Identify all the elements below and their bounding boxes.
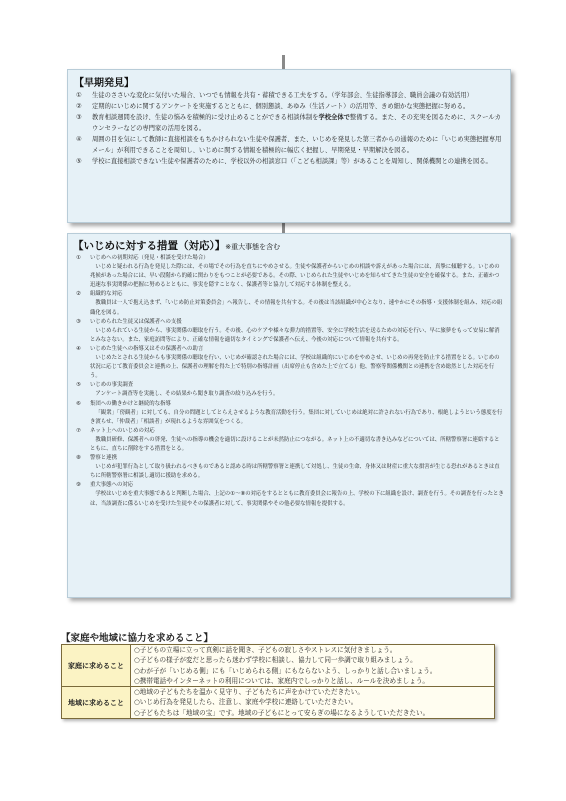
row-items-home [131,645,495,687]
list-item: ○わが子が「いじめる側」にも「いじめられる側」にもならないよう、しっかりと話し合いましょう。 [134,666,437,675]
list-item: ○子どもの立場に立って真剣に話を聞き、子どもの寂しさやストレスに気付きましょう。 [134,646,397,654]
list-item: ○子どもたちは「地域の宝」です。地域の子どもにとって安らぎの場になるようしていただきたい。 [134,708,430,717]
list-item: ② 定期的にいじめに関するアンケートを実施するとともに、個別懇談、あゆみ（生活ノート）の活用等、きめ細かな実態把握に努める。 [76,103,470,110]
list-item: ⑤ いじめの事実調査 アンケート調査等を実施し、その結果から聞き取り調査の絞り込みを行う。 [76,382,279,398]
measures-list [76,254,504,509]
list-item: ○携帯電話やインターネットの利用については、家庭内でしっかりと話し、ルールを決めましょう。 [134,676,430,685]
list-item: ○子どもの様子が変だと思ったら迷わず学校に相談し、協力して同一歩調で取り組みましょう。 [134,656,417,665]
top-connector [282,55,285,69]
early-detection-box [67,69,511,223]
row-label-community: 地域に求めること [62,687,131,719]
community-table [61,644,495,719]
early-detection-list [76,90,506,167]
table-row [62,687,495,719]
list-item: ① いじめへの初期対応（発見・相談を受けた場合） いじめと疑われる行為を発見した際には、その場でその行為を直ちにやめさせる。生徒や保護者からいじめの相談や訴えがあった場合には、真摯に傾聴する。いじめの兆候があった場合には、早い段階から的確に関わりをもつことが必要である。その際、いじめられた生徒やいじめを知らせてきた生徒の安全を確保する。また、正確かつ迅速な事実関係の把握に努めるとともに、事実を隠すことなく、保護者等と協力して対応する体制を整える。 [76,255,500,289]
measures-note: ※重大事態を含む [225,243,281,251]
row-items-community [131,687,495,719]
row-label-home: 家庭に求めること [62,645,131,687]
middle-connector [282,223,285,233]
emphasis-text: 学校全体で [318,114,350,121]
early-detection-title: 【早期発見】 [74,78,134,89]
measures-title: 【いじめに対する措置（対応）】※重大事態を含む [73,240,281,252]
list-item: ○地域の子どもたちを温かく見守り、子どもたちに声をかけていただきたい。 [134,688,364,697]
list-item: ○いじめ行為を発見したら、注意し、家庭や学校に連絡していただきたい。 [134,698,358,707]
list-item: ⑤ 学校に直接相談できない生徒や保護者のために、学校以外の相談窓口（「こども相談課」等）があることを周知し、関係機関との連携を図る。 [76,158,492,165]
table-row [62,645,495,687]
list-item: ⑨ 重大事態への対応 学校はいじめを重大事態であると判断した場合、上記の①～⑧の対応をするとともに教育委員会に報告の上、学校の下に組織を設け、調査を行う。その調査を行ったときは、当該調査に係るいじめを受けた生徒やその保護者に対して、事実関係やその他必要な情報を提供する。 [76,482,504,507]
list-item: ③ 教育相談週間を設け、生徒の悩みを積極的に受け止めることができる相談体制を学校全体で整備する。また、その充実を図るために、スクールカウンセラーなどの専門家の活用を図る。 [76,114,501,132]
list-item: ④ 周囲の目を気にして教師に直接相談をもちかけられない生徒や保護者、また、いじめを発見した第三者からの通報のために「いじめ実態把握専用メール」が利用できることを周知し、いじめに関する情報を積極的に幅広く把握し、早期発見・早期解決を図る。 [76,136,502,154]
list-item: ⑧ 警察と連携 いじめが犯罪行為として取り扱われるべきものであると認める時は所轄警察署と連携して対処し、生徒の生命、身体又は財産に重大な損害が生じる恐れがあるときは直ちに所轄警察署に相談し適切に援助を求める。 [76,455,500,480]
list-item: ⑥ 集団への働きかけと継続的な指導 「観衆」「傍観者」に対しても、自分の問題としてとらえさせるような教育活動を行う。集団に対していじめは絶対に許されない行為であり、根絶しようという態度を行き渡らせ、「仲裁者」「相談者」が現れるような雰囲気をつくる。 [76,400,503,425]
list-item: ① 生徒のささいな変化に気付いた場合、いつでも情報を共有・蓄積できる工夫をする。（学年部会、生徒指導部会、職員会議の有効活用） [76,92,473,99]
list-item: ③ いじめられた生徒又は保護者への支援 いじめられている生徒から、事実関係の聴取を行う。その後、心のケアや様々な弾力的措置等、安全に学校生活を送るための対応を行い、早に旅夢をもって安易に解消とみなさない。また、家庭訪問等により、正確な情報を適切なタイミングで保護者へ伝え、今後の対応について情報を共有する。 [76,318,500,343]
list-item: ⑦ ネット上へのいじめの対応 教職員研修、保護者への啓発、生徒への指導の機会を適切に設けることが未然防止につながる。ネット上の不適切な書き込みなどについては、所轄警察署に連絡するとともに、直ちに削除をする措置をとる。 [76,427,500,452]
community-title: 【家庭や地域に協力を求めること】 [61,633,214,644]
list-item: ④ いじめた生徒への指導又はその保護者への助言 いじめたとされる生徒からも事実関係の聴取を行い、いじめが確認された場合には、学校は組織的にいじめをやめさせ、いじめの再発を防止する措置をとる。いじめの状況に応じて教育委員会と連携の上、保護者の理解を得た上で特別の指導計画（出席停止も含めた上で立てる）他、警察等関係機関との連携を含め総然とした対応を行う。 [76,345,500,380]
measures-box [67,233,511,598]
list-item: ② 組織的な対応 教職員は一人で抱え込まず、「いじめ防止対策委員会」へ報告し、その情報を共有する。その後は当該組織が中心となり、速やかにその指導・支援体制を組み、対応の組織化を図る。 [76,291,503,316]
